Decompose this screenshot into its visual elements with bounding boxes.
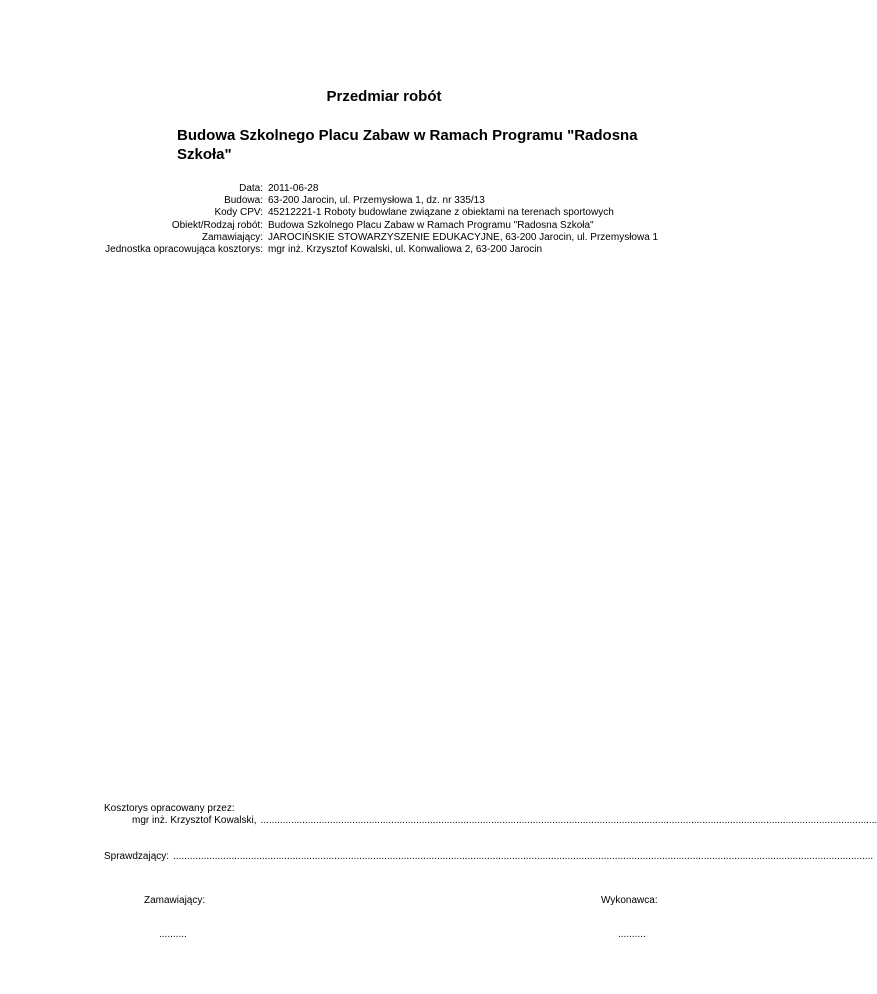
prepared-by-name: mgr inż. Krzysztof Kowalski, xyxy=(132,815,257,826)
meta-value: mgr inż. Krzysztof Kowalski, ul. Konwaliowa 2, 63-200 Jarocin xyxy=(268,244,543,256)
meta-label: Zamawiający: xyxy=(201,231,263,243)
meta-row-unit xyxy=(0,244,768,256)
document-title: Przedmiar robót xyxy=(326,88,442,105)
signature-line: .............................................................................................................................................................................................................................. xyxy=(260,815,877,826)
meta-value: JAROCIŃSKIE STOWARZYSZENIE EDUKACYJNE, 63-200 Jarocin, ul. Przemysłowa 1 xyxy=(268,231,659,243)
meta-label: Jednostka opracowująca kosztorys: xyxy=(105,244,263,256)
meta-label: Obiekt/Rodzaj robót: xyxy=(171,219,263,231)
client-signature-dots: .......... xyxy=(159,929,187,940)
document-subtitle: Budowa Szkolnego Placu Zabaw w Ramach Programu "Radosna Szkoła" xyxy=(177,127,638,163)
meta-value: 45212221-1 Roboty budowlane związane z obiektami na terenach sportowych xyxy=(268,207,614,219)
signature-line: ............................................................................................................................................................................................................................................................ xyxy=(173,851,874,862)
meta-label: Kody CPV: xyxy=(214,207,263,219)
meta-row-client xyxy=(0,232,768,244)
meta-row-cpv xyxy=(0,207,768,219)
meta-row-date xyxy=(0,183,768,195)
contractor-signature-dots: .......... xyxy=(618,929,646,940)
checked-by-line xyxy=(104,851,874,862)
client-signature-label: Zamawiający: xyxy=(144,895,206,906)
meta-label: Data: xyxy=(239,183,263,194)
meta-value: 63-200 Jarocin, ul. Przemysłowa 1, dz. nr 335/13 xyxy=(268,195,485,207)
checked-by-label: Sprawdzający: xyxy=(104,851,170,862)
prepared-by-line xyxy=(132,815,877,826)
meta-label: Budowa: xyxy=(224,195,263,207)
metadata-table xyxy=(0,183,768,256)
meta-row-object xyxy=(0,220,768,232)
meta-row-construction xyxy=(0,195,768,207)
meta-value: 2011-06-28 xyxy=(268,183,319,194)
meta-value: Budowa Szkolnego Placu Zabaw w Ramach Programu "Radosna Szkoła" xyxy=(268,219,594,231)
contractor-signature-label: Wykonawca: xyxy=(601,895,658,906)
prepared-by-label: Kosztorys opracowany przez: xyxy=(104,803,235,814)
